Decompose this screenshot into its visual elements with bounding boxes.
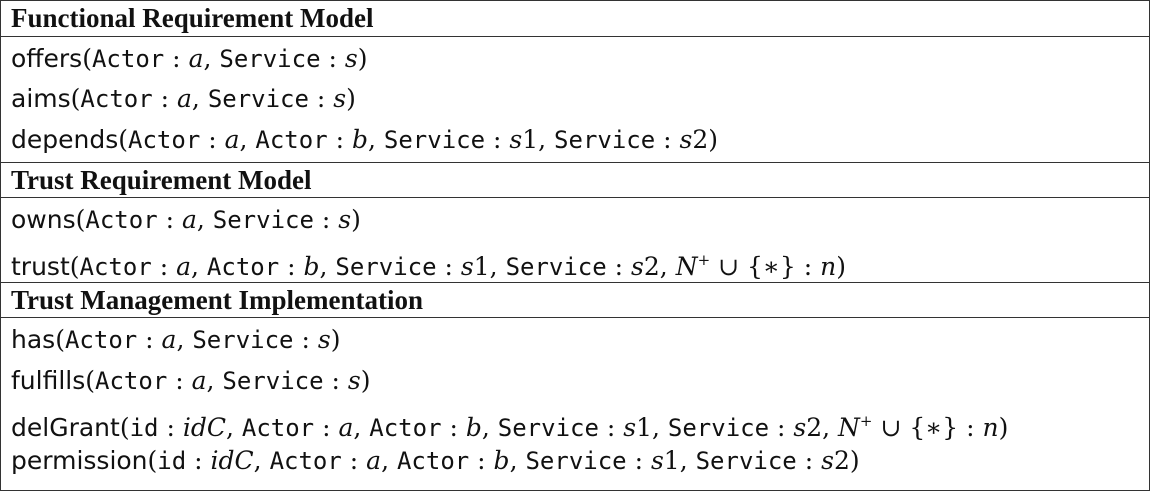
paren-close: ) xyxy=(836,252,846,282)
arg-value: a xyxy=(161,325,177,355)
predicate-row xyxy=(1,120,1149,160)
colon: : xyxy=(598,413,624,443)
colon: : xyxy=(186,446,211,476)
arg-value: idC xyxy=(182,413,226,443)
comma: , xyxy=(381,446,397,476)
arg-value-index: 1 xyxy=(663,446,680,476)
paren-close: ) xyxy=(998,413,1009,443)
set-superscript: + xyxy=(697,251,711,270)
comma: , xyxy=(203,44,220,73)
predicate-row xyxy=(1,79,1149,119)
predicate-name: trust xyxy=(11,252,70,282)
arg-type: Service xyxy=(667,414,770,443)
comma: , xyxy=(191,252,207,282)
colon: : xyxy=(279,252,304,282)
arg-value-index: 2 xyxy=(806,413,823,443)
arg-value: a xyxy=(366,446,382,476)
section-rows xyxy=(1,37,1149,162)
comma: , xyxy=(489,252,506,282)
paren-open: ( xyxy=(119,413,130,443)
colon: : xyxy=(485,124,510,154)
comma: , xyxy=(652,413,668,443)
comma: , xyxy=(206,365,223,395)
predicate-name: owns xyxy=(11,204,76,234)
comma: , xyxy=(239,124,256,154)
colon: : xyxy=(157,204,182,234)
arg-value: n xyxy=(982,413,999,443)
arg-type: Actor xyxy=(128,125,201,154)
section-header: Trust Management Implementation xyxy=(1,282,1149,318)
arg-type: Service xyxy=(383,125,486,154)
set-symbol: N xyxy=(838,413,860,443)
predicate-name: depends xyxy=(11,124,119,154)
arg-value: s xyxy=(333,84,347,114)
arg-value: a xyxy=(338,413,354,443)
section-rows xyxy=(1,198,1149,283)
arg-value-index: 1 xyxy=(522,124,539,154)
comma: , xyxy=(253,446,270,476)
arg-type: id xyxy=(157,447,187,476)
paren-close: ) xyxy=(849,446,860,476)
arg-type: Service xyxy=(335,253,437,282)
arg-value: s xyxy=(460,252,474,282)
predicate-row xyxy=(1,240,1149,280)
comma: , xyxy=(353,413,370,443)
arg-value-index: 2 xyxy=(833,446,850,476)
comma: , xyxy=(176,325,193,355)
paren-open: ( xyxy=(85,365,96,395)
set-union: ∪ {∗} : xyxy=(872,413,983,443)
colon: : xyxy=(320,44,345,73)
predicate-row xyxy=(1,320,1149,360)
arg-value: a xyxy=(177,84,192,114)
predicate-row xyxy=(1,441,1149,481)
colon: : xyxy=(323,365,348,395)
paren-open: ( xyxy=(75,204,86,234)
predicate-row xyxy=(1,361,1149,401)
set-superscript: + xyxy=(859,412,873,431)
arg-type: Service xyxy=(219,45,321,73)
paren-open: ( xyxy=(70,84,81,114)
arg-type: Actor xyxy=(241,414,315,443)
colon: : xyxy=(152,84,177,114)
section-header: Functional Requirement Model xyxy=(1,1,1149,37)
comma: , xyxy=(538,124,555,154)
comma: , xyxy=(368,124,384,154)
comma: , xyxy=(319,252,336,282)
arg-type: Actor xyxy=(91,45,165,73)
arg-value: s xyxy=(509,124,523,154)
comma: , xyxy=(481,413,498,443)
colon: : xyxy=(327,124,352,154)
arg-value: s xyxy=(679,124,693,154)
paren-close: ) xyxy=(351,204,361,234)
set-union: ∪ {∗} : xyxy=(710,252,821,282)
colon: : xyxy=(769,413,794,443)
predicate-row xyxy=(1,39,1149,79)
set-symbol: N xyxy=(675,252,698,282)
arg-type: Actor xyxy=(79,253,152,282)
comma: , xyxy=(679,446,696,476)
predicate-name: offers xyxy=(11,44,83,73)
colon: : xyxy=(314,413,339,443)
colon: : xyxy=(137,325,162,355)
arg-value: b xyxy=(303,252,320,282)
colon: : xyxy=(164,44,189,73)
section-header: Trust Requirement Model xyxy=(1,162,1149,198)
arg-value: s xyxy=(317,325,331,355)
paren-close: ) xyxy=(708,124,719,154)
comma: , xyxy=(196,204,213,234)
paren-open: ( xyxy=(82,44,92,73)
arg-type: Actor xyxy=(255,125,328,154)
arg-value: s xyxy=(338,204,352,234)
section-rows xyxy=(1,318,1149,483)
arg-value: a xyxy=(224,124,240,154)
arg-value: s xyxy=(347,365,361,395)
arg-value: a xyxy=(188,44,204,73)
arg-type: id xyxy=(129,414,159,443)
arg-type: Service xyxy=(497,414,599,443)
arg-value: b xyxy=(465,413,482,443)
predicate-row xyxy=(1,401,1149,441)
predicate-name: aims xyxy=(11,84,71,114)
arg-type: Actor xyxy=(269,447,342,476)
colon: : xyxy=(167,365,192,395)
arg-value: a xyxy=(191,365,207,395)
comma: , xyxy=(509,446,526,476)
arg-value: s xyxy=(623,413,637,443)
paren-close: ) xyxy=(360,365,371,395)
arg-type: Actor xyxy=(85,205,158,234)
arg-value: s xyxy=(344,44,358,73)
comma: , xyxy=(822,413,839,443)
arg-value: n xyxy=(820,252,837,282)
arg-value: a xyxy=(181,204,197,234)
arg-value: b xyxy=(493,446,510,476)
paren-open: ( xyxy=(147,446,158,476)
colon: : xyxy=(469,446,494,476)
colon: : xyxy=(436,252,461,282)
comma: , xyxy=(191,84,208,114)
arg-value: idC xyxy=(210,446,254,476)
arg-value: s xyxy=(821,446,834,476)
predicate-name: has xyxy=(11,325,56,355)
arg-type: Actor xyxy=(369,414,442,443)
colon: : xyxy=(313,204,339,234)
arg-type: Service xyxy=(212,205,314,234)
paren-close: ) xyxy=(357,44,368,73)
arg-value-index: 1 xyxy=(473,252,490,282)
arg-type: Actor xyxy=(64,326,138,355)
predicate-name: fulfills xyxy=(11,365,86,395)
predicate-row xyxy=(1,200,1149,240)
arg-type: Service xyxy=(695,447,797,476)
comma: , xyxy=(659,252,676,282)
colon: : xyxy=(606,252,632,282)
paren-open: ( xyxy=(69,252,80,282)
paren-close: ) xyxy=(346,84,356,114)
arg-value: s xyxy=(631,252,644,282)
paren-close: ) xyxy=(330,325,341,355)
colon: : xyxy=(200,124,225,154)
arg-value: s xyxy=(793,413,807,443)
arg-value-index: 2 xyxy=(692,124,709,154)
colon: : xyxy=(655,124,680,154)
arg-value: a xyxy=(176,252,192,282)
arg-value-index: 1 xyxy=(636,413,652,443)
arg-type: Service xyxy=(222,366,324,395)
arg-type: Service xyxy=(207,85,309,114)
colon: : xyxy=(796,446,822,476)
colon: : xyxy=(341,446,367,476)
colon: : xyxy=(308,84,334,114)
colon: : xyxy=(626,446,651,476)
arg-type: Service xyxy=(505,253,607,282)
arg-type: Service xyxy=(192,326,294,355)
arg-value: s xyxy=(650,446,664,476)
paren-open: ( xyxy=(55,325,65,355)
arg-type: Actor xyxy=(396,447,470,476)
arg-value: b xyxy=(351,124,368,154)
arg-type: Actor xyxy=(80,85,153,114)
arg-type: Actor xyxy=(206,253,280,282)
predicate-name: permission xyxy=(11,446,148,476)
arg-value-index: 2 xyxy=(643,252,660,282)
colon: : xyxy=(441,413,466,443)
colon: : xyxy=(151,252,177,282)
arg-type: Service xyxy=(554,125,656,154)
paren-open: ( xyxy=(118,124,129,154)
comma: , xyxy=(225,413,242,443)
predicate-name: delGrant xyxy=(11,413,120,443)
arg-type: Actor xyxy=(95,366,168,395)
colon: : xyxy=(158,413,183,443)
colon: : xyxy=(293,325,318,355)
arg-type: Service xyxy=(525,447,627,476)
